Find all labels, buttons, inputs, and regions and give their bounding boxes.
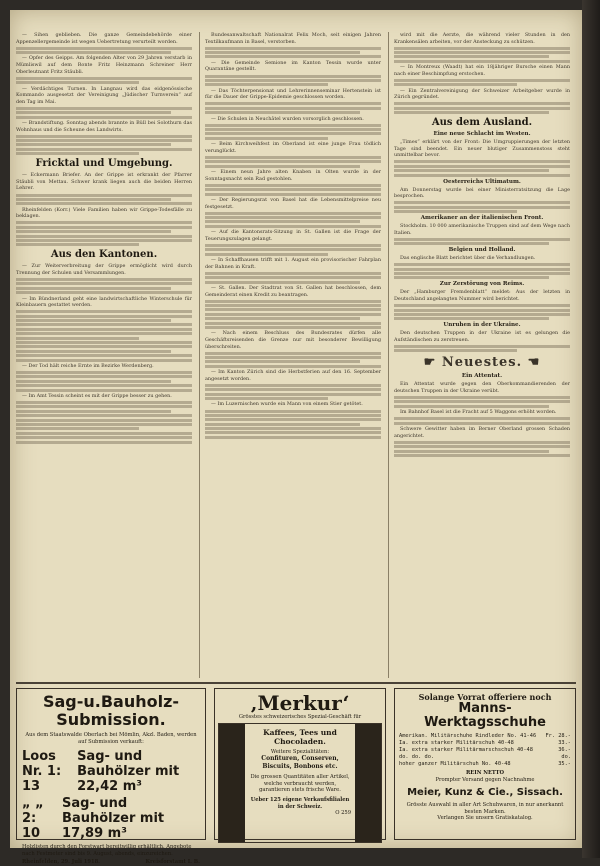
text-line — [205, 418, 381, 421]
news-item: Rheinfelden (Korr.) Viele Familien haben wir Grippe-Todesfälle zu beklagen. — [16, 206, 192, 220]
ad-manns-footer2: Verlangen Sie unsern Gratiskatalog. — [437, 815, 533, 822]
text-line — [394, 396, 570, 399]
ad-sag-title-line2: Submission. — [56, 710, 166, 729]
text-line — [16, 423, 192, 426]
text-line — [16, 278, 192, 281]
ad-sag-intro: Aus dem Staatswalde Oberlach bei Mömlin, Akzl. Baden, werden auf Submission verkauft: — [25, 732, 197, 745]
text-line — [205, 393, 381, 396]
text-line — [205, 352, 381, 355]
text-line — [205, 281, 360, 284]
text-line — [205, 423, 360, 426]
news-item: — Das Töchterpensionat und Lehrerinnenseminar Hertenstein ist für die Dauer der Grippe-Epidemie geschlossen worden. — [205, 87, 381, 101]
price-item: Amerikan. Militärschuhe Rindleder No. 41-46 — [399, 733, 537, 739]
text-line — [205, 365, 381, 368]
price-row — [399, 761, 571, 768]
text-line — [205, 410, 381, 413]
text-line — [394, 47, 570, 50]
text-line — [394, 304, 570, 307]
price-row — [399, 754, 571, 761]
news-item: — Einem neun Jahre alten Knaben in Olten wurde in der Sonntagsnacht sein Rad gestohlen. — [205, 169, 381, 182]
ad-merkur-frame — [218, 723, 382, 843]
text-line — [394, 417, 570, 420]
text-line — [205, 431, 381, 434]
text-line — [16, 111, 171, 114]
text-line — [394, 160, 570, 163]
text-line — [394, 441, 570, 444]
text-line — [16, 375, 192, 378]
subheading-reims: Zur Zerstörung von Reims. — [439, 281, 525, 288]
news-item: — Auf die Kantonsrats-Sitzung in St. Gallen ist die Frage der Teuerungszulagen gelangt. — [205, 229, 381, 242]
text-line — [205, 397, 328, 400]
news-item: — Nach einem Beschluss des Bundesrates dürfen alle Geschäftsreisenden die Grenze nur mit besonderer Bewilligung überschreiten. — [205, 330, 381, 350]
ad-merkur-title: ‚Merkur‘ — [250, 691, 350, 715]
text-line — [16, 243, 139, 246]
text-line — [394, 313, 570, 316]
news-item: Das englische Blatt berichtet über die Verhandlungen. — [400, 255, 536, 262]
text-line — [16, 350, 171, 353]
text-line — [16, 405, 192, 408]
text-line — [394, 400, 570, 403]
text-line — [205, 193, 381, 196]
text-line — [16, 332, 192, 335]
text-line — [394, 111, 549, 114]
text-line — [205, 313, 381, 316]
subheading-belgien: Belgien und Holland. — [448, 247, 516, 254]
text-line — [205, 83, 328, 86]
text-line — [394, 55, 549, 58]
news-item: — Beim Kirchweihfest im Oberland ist eine junge Frau tödlich verunglückt. — [205, 141, 381, 154]
newspaper-page — [10, 10, 582, 866]
text-line — [16, 107, 192, 110]
news-item: Stockholm. 10 000 amerikanische Truppen sind auf dem Wege nach Italien. — [394, 223, 570, 236]
text-line — [394, 445, 570, 448]
text-line — [16, 116, 192, 119]
text-line — [205, 220, 360, 223]
subheading-attentat: Ein Attentat. — [461, 373, 503, 380]
price-row — [399, 740, 571, 747]
text-line — [16, 427, 139, 430]
ad-sag-footer: Holzlisten durch den Forstwart bereitwillig erhältlich. Angebote nach Festmeter sind bis 9. August, abends, einzureichen. — [22, 844, 192, 857]
text-line — [394, 102, 570, 105]
text-line — [16, 198, 171, 201]
text-line — [205, 212, 381, 215]
news-item: — Der Tod hält reiche Ernte im Bezirke Werdenberg. — [22, 362, 154, 369]
news-item: wird mit die Aerzte, die während vieler Stunden in den Krankensälen arbeiten, vor der Ansteckung zu schützen. — [394, 32, 570, 45]
text-line — [16, 310, 192, 313]
text-line — [394, 174, 570, 177]
text-line — [16, 354, 192, 357]
text-line — [16, 239, 192, 242]
text-line — [16, 410, 171, 413]
text-line — [16, 81, 139, 84]
text-line — [205, 156, 381, 159]
ad-sag-lot2-label: „ „ 2: 10 — [22, 796, 44, 842]
text-line — [16, 226, 192, 229]
news-item: — In Schaffhausen trifft mit 1. August ein provisorischer Fahrplan der Bahnen in Kraft. — [205, 257, 381, 270]
ad-merkur-items: Confituren, Conserven, Biscuits, Bonbons etc. — [261, 755, 339, 771]
news-item: — Opfer des Geipps. Am folgenden Alter von 29 Jahren verstarb in Mümliswil auf dem Ronte Fritz Heinzmann Schreiner Herr Oberleutnant Fritz Stäubli. — [16, 55, 192, 75]
text-line — [205, 253, 328, 256]
ad-sag-lot2-text: Sag- und Bauhölzer mit 17,89 m³ — [62, 796, 165, 842]
text-line — [394, 263, 570, 266]
text-line — [205, 188, 381, 191]
text-line — [205, 132, 381, 135]
text-line — [394, 345, 570, 348]
text-line — [205, 244, 381, 247]
news-item: — Brandstiftung. Sonntag abends brannte in Büll bei Solothurn das Wohnhaus und die Scheune des Landwirts. — [16, 119, 192, 133]
news-item: Ein Attentat wurde gegen den Oberkommandierenden der deutschen Truppen in der Ukraine verübt. — [394, 381, 570, 394]
price-item: Ia. extra starker Militärschuh 40-48 — [399, 740, 514, 746]
news-item: — Verdächtiges Turnen. In Langnau wird das eidgenössische Kommando ausgesetzt der Vereinigung „Jüdischer Turnverein“ auf den Tag im Mai. — [16, 85, 192, 105]
text-line — [205, 225, 381, 228]
text-line — [394, 206, 570, 209]
text-line — [205, 427, 381, 430]
text-line — [205, 317, 360, 320]
text-line — [394, 276, 549, 279]
text-line — [394, 60, 570, 63]
text-line — [16, 282, 192, 285]
ad-merkur-note: Die grossen Quantitäten aller Artikel, welche verbraucht werden, garantieren stets frische Ware. — [250, 774, 350, 794]
text-line — [205, 79, 381, 82]
news-item: Am Donnerstag wurde bei einer Ministerratsitzung die Lage besprochen. — [394, 186, 570, 200]
text-line — [16, 380, 171, 383]
text-line — [394, 242, 549, 245]
text-line — [16, 143, 171, 146]
ad-merkur-ornament-left — [219, 724, 245, 842]
news-item: — Im Kanton Zürich sind die Herbstferien auf den 16. September angesetzt worden. — [205, 369, 381, 382]
ad-merkur-subtitle: Grösstes schweizerisches Spezial-Geschäft für — [238, 714, 362, 720]
text-line — [16, 235, 192, 238]
text-line — [205, 75, 381, 78]
text-line — [16, 47, 192, 50]
text-line — [205, 436, 381, 439]
news-item: — In Montreux (Waadt) hat ein 18jähriger Bursche einen Mann nach einer Beschimpfung erstochen. — [394, 64, 570, 77]
ad-merkur-ornament-right — [355, 724, 381, 842]
news-item: — Die Schulen in Neuchâtel wurden vorsorglich geschlossen. — [211, 115, 364, 122]
text-line — [205, 388, 381, 391]
ad-manns-footer1: Grösste Auswahl in aller Art Schuhwaren, in nur anerkannt besten Marken. — [406, 802, 564, 815]
neuestes-heading: ☛ Neuestes. ☚ — [423, 355, 541, 371]
section-heading-kantonen: Aus den Kantonen. — [50, 249, 158, 261]
text-line — [16, 194, 192, 197]
news-item: Schwere Gewitter haben im Berner Oberland grossen Schaden angerichtet. — [394, 426, 570, 439]
text-line — [205, 128, 381, 131]
text-line — [205, 414, 381, 417]
ad-sag-place-date: Rheinfelden, 29. Juli 1918. — [22, 859, 100, 866]
subheading-oesterreich: Oesterreichs Ultimatum. — [443, 178, 521, 185]
ad-sag-bauholz — [16, 688, 206, 866]
book-binding — [582, 0, 600, 858]
text-line — [16, 345, 192, 348]
text-line — [205, 356, 381, 359]
text-line — [16, 389, 192, 392]
price-value: do. — [561, 754, 571, 760]
news-item: Bundesanwaltschaft Nationalrat Felix Moch, seit einigen Jahren Textilkaufmann in Basel, verstorben. — [205, 32, 381, 45]
ad-sag-lot1-label: Loos Nr. 1: 13 — [22, 749, 62, 795]
text-line — [16, 51, 171, 54]
text-line — [16, 319, 171, 322]
text-line — [205, 322, 381, 325]
column-divider — [199, 32, 200, 678]
price-value: 35.- — [558, 761, 571, 767]
news-item: — Im Bündnerland geht eine landwirtschaftliche Winterschule für Kleinbauern gestattet werden. — [16, 295, 192, 309]
column-1 — [16, 32, 192, 678]
text-line — [205, 276, 381, 279]
news-item: Den deutschen Truppen in der Ukraine ist es gelungen die Aufständischen zu zerstreuen. — [394, 330, 570, 343]
text-line — [16, 401, 192, 404]
text-line — [16, 323, 192, 326]
ad-merkur-branches: Ueber 125 eigene Verkaufsfilialen in der Schweiz. — [250, 796, 350, 810]
advertisement-strip — [16, 682, 576, 866]
text-line — [394, 405, 549, 408]
text-line — [394, 107, 570, 110]
text-line — [394, 165, 570, 168]
text-line — [16, 441, 192, 444]
text-line — [16, 148, 192, 151]
text-line — [205, 111, 360, 114]
text-line — [394, 201, 570, 204]
text-line — [394, 238, 570, 241]
ad-sag-lot1-text: Sag- und Bauhölzer mit 22,42 m³ — [77, 749, 180, 795]
text-line — [205, 216, 381, 219]
price-value: Fr. 28.- — [545, 733, 571, 739]
text-line — [205, 102, 381, 105]
price-item: do. do. do. — [399, 754, 435, 760]
neuestes-label: Neuestes. — [441, 355, 523, 371]
text-line — [205, 184, 381, 187]
section-heading-fricktal: Fricktal und Umgebung. — [35, 158, 173, 170]
text-line — [394, 450, 549, 453]
ad-manns-title: Manns-Werktagsschuhe — [424, 701, 546, 730]
text-line — [205, 124, 381, 127]
news-item: — Im Luzernischen wurde ein Mann von einem Stier getötet. — [211, 401, 363, 408]
price-value: 33.- — [558, 740, 571, 746]
text-line — [205, 248, 381, 251]
price-row — [399, 733, 571, 740]
text-line — [16, 202, 192, 205]
news-item: — Ein Zentralvereinigung der Schweizer Arbeitgeber wurde in Zürich gegründet. — [394, 87, 570, 101]
text-line — [205, 47, 381, 50]
subheading-italien: Amerikaner an der italienischen Front. — [420, 215, 544, 222]
text-line — [16, 139, 192, 142]
news-item: — Die Gemeinde Semione im Kanton Tessin wurde unter Quarantäne gestellt. — [205, 59, 381, 73]
text-line — [16, 432, 192, 435]
ad-merkur-further: Weitere Spezialitäten: — [270, 748, 330, 755]
text-line — [16, 287, 171, 290]
text-line — [205, 384, 381, 387]
ad-sag-office: Kreisforstamt I. B. — [145, 859, 200, 866]
text-line — [16, 221, 192, 224]
column-2 — [205, 32, 381, 678]
ad-manns-shipping: Prompter Versand gegen Nachnahme — [435, 776, 535, 783]
column-3 — [394, 32, 570, 678]
text-line — [16, 384, 192, 387]
subheading-ukraine: Unruhen in der Ukraine. — [443, 322, 521, 329]
text-line — [205, 272, 381, 275]
text-line — [205, 165, 360, 168]
text-line — [394, 309, 570, 312]
ad-manns-company: Meier, Kunz & Cie., Sissach. — [407, 787, 563, 799]
ad-sag-title-line1: Sag-u.Bauholz- — [42, 692, 180, 711]
text-line — [16, 152, 139, 155]
text-line — [16, 337, 139, 340]
text-line — [394, 317, 549, 320]
text-line — [16, 135, 192, 138]
section-heading-ausland: Aus dem Ausland. — [431, 117, 533, 129]
news-item: Im Bahnhof Basel ist die Fracht auf 5 Waggons erhöht worden. — [400, 409, 557, 416]
subheading-westen: Eine neue Schlacht im Westen. — [433, 131, 531, 138]
text-line — [16, 341, 192, 344]
text-line — [205, 304, 381, 307]
ad-manns-werktagsschuhe — [394, 688, 576, 840]
ad-manns-terms: REIN NETTO — [466, 770, 504, 776]
news-item: — Sihen geblieben. Die ganze Gemeindebehörde einer Appenzellergemeinde ist wegen Uebertretung verurteilt worden. — [16, 32, 192, 45]
price-item: Ia. extra starker Militärmarschschuh 40-48 — [399, 747, 533, 753]
text-line — [205, 55, 381, 58]
text-line — [394, 83, 517, 86]
text-line — [16, 359, 192, 362]
text-line — [16, 315, 192, 318]
ad-manns-line1: Solange Vorrat offeriere noch — [418, 692, 552, 702]
text-line — [205, 137, 328, 140]
text-line — [205, 360, 360, 363]
news-item: „Times“ erklärt von der Front: Die Umgruppierungen der letzten Tage sind beendet. Ein neuer blutiger Zusammenstoss steht unmittelbar bevor. — [394, 139, 570, 159]
text-line — [16, 371, 192, 374]
text-line — [205, 308, 381, 311]
text-line — [205, 51, 360, 54]
text-line — [16, 230, 171, 233]
text-line — [16, 328, 192, 331]
news-item: — Eckermann Briefer. An der Grippe ist erkrankt der Pfarrer Stäubli von Mettau. Schwer krank liegen auch die beiden Herren Lehrer. — [16, 172, 192, 192]
text-line — [394, 268, 570, 271]
text-line — [394, 51, 570, 54]
news-item: — Zur Weiterverbreitung der Grippe ermöglicht wird durch Trennung der Schulen und Versammlungen. — [16, 263, 192, 276]
ad-merkur-code: O 259 — [335, 810, 351, 817]
text-line — [16, 436, 192, 439]
text-line — [16, 414, 192, 417]
ad-merkur-products: Kaffees, Tees und Chocoladen. — [263, 727, 337, 746]
text-line — [394, 422, 570, 425]
text-line — [394, 79, 570, 82]
text-line — [16, 291, 192, 294]
text-line — [205, 160, 381, 163]
text-line — [205, 107, 381, 110]
text-line — [394, 349, 517, 352]
news-item: — St. Gallen. Der Stadtrat von St. Gallen hat beschlossen, dem Gemeinderat einen Kredit zu beantragen. — [205, 284, 381, 298]
text-line — [16, 419, 192, 422]
text-line — [205, 326, 381, 329]
ad-merkur — [214, 688, 386, 840]
news-item: Der „Hamburger Fremdenblatt“ meldet: Aus der letzten in Deutschland angelangten Nummer wird berichtet. — [394, 289, 570, 303]
text-line — [394, 210, 517, 213]
text-line — [394, 454, 570, 457]
news-item: — Der Regierungsrat von Basel hat die Lebensmittelpreise neu festgesetzt. — [205, 196, 381, 210]
text-line — [205, 300, 381, 303]
price-value: 36.- — [558, 747, 571, 753]
price-item: hoher ganzer Militärschuh No. 40-48 — [399, 761, 511, 767]
text-line — [16, 77, 192, 80]
news-item: — Im Amt Tessin scheint es mit der Grippe besser zu gehen. — [22, 393, 172, 399]
text-line — [394, 169, 549, 172]
column-divider — [388, 32, 389, 678]
article-columns — [16, 32, 576, 678]
text-line — [394, 272, 570, 275]
price-row — [399, 747, 571, 754]
